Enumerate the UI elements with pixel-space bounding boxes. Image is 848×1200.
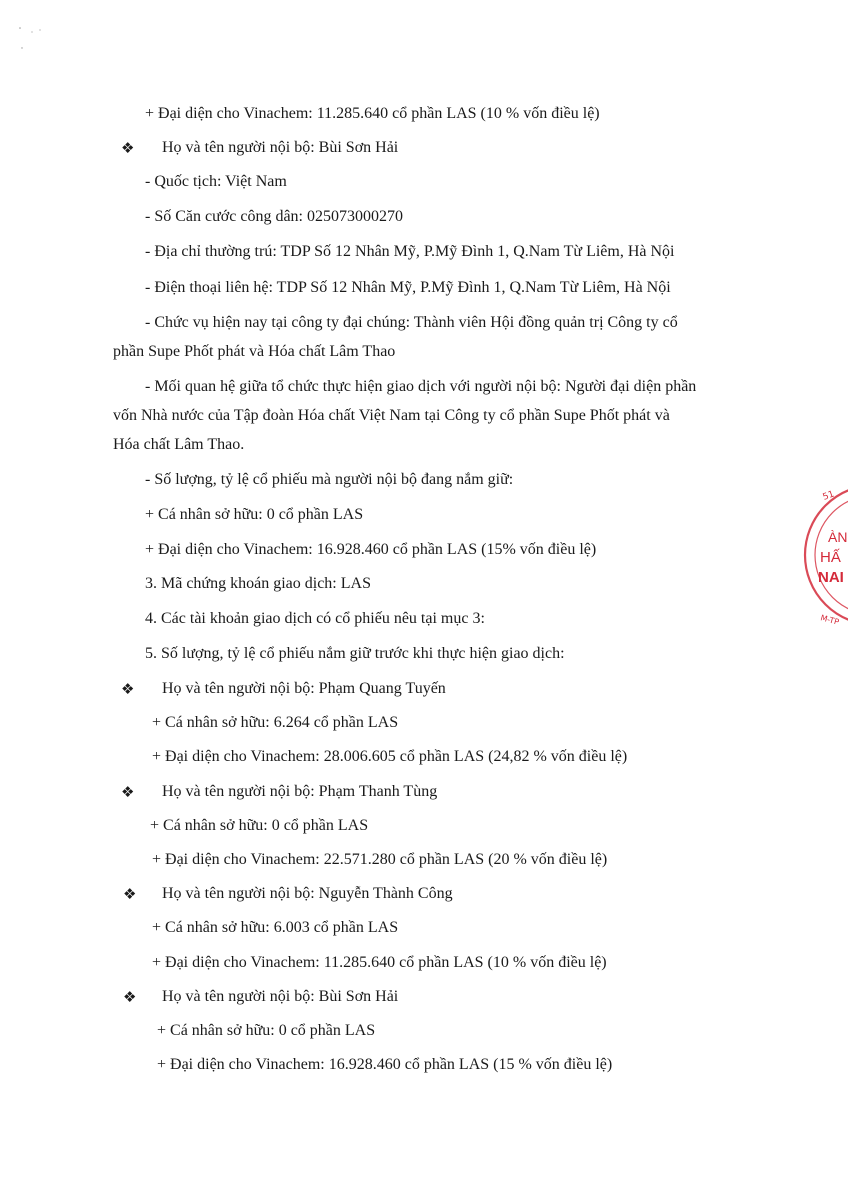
svg-text:51: 51	[821, 489, 836, 503]
individual-ownership: + Cá nhân sở hữu: 0 cổ phần LAS	[145, 506, 364, 523]
insider-name-heading: Họ và tên người nội bộ: Bùi Sơn Hải	[162, 139, 399, 156]
seal-graphic	[800, 470, 848, 640]
relationship-cont-2: Hóa chất Lâm Thao.	[113, 436, 245, 453]
nationality: - Quốc tịch: Việt Nam	[145, 173, 287, 190]
section-3-ticker: 3. Mã chứng khoán giao dịch: LAS	[145, 575, 371, 592]
section-5-holdings: 5. Số lượng, tỷ lệ cổ phiếu nắm giữ trước khi thực hiện giao dịch:	[145, 645, 565, 662]
scan-specks	[18, 18, 78, 63]
insider-name-heading: Họ và tên người nội bộ: Nguyễn Thành Công	[162, 885, 453, 902]
diamond-bullet-icon: ❖	[121, 680, 135, 698]
svg-text:ÀN: ÀN	[828, 529, 848, 545]
company-seal-stamp	[800, 470, 848, 640]
vinachem-representation: + Đại diện cho Vinachem: 11.285.640 cổ phần LAS (10 % vốn điều lệ)	[152, 954, 607, 971]
diamond-bullet-icon: ❖	[121, 139, 135, 157]
insider-name-heading: Họ và tên người nội bộ: Phạm Thanh Tùng	[162, 783, 438, 800]
vinachem-representation: + Đại diện cho Vinachem: 22.571.280 cổ phần LAS (20 % vốn điều lệ)	[152, 851, 608, 868]
individual-ownership: + Cá nhân sở hữu: 6.264 cổ phần LAS	[152, 714, 399, 731]
current-position: - Chức vụ hiện nay tại công ty đại chúng: Thành viên Hội đồng quản trị Công ty cổ	[145, 314, 678, 331]
diamond-bullet-icon: ❖	[123, 885, 137, 903]
text-line-1: + Đại diện cho Vinachem: 11.285.640 cổ phần LAS (10 % vốn điều lệ)	[145, 105, 600, 122]
section-4-accounts: 4. Các tài khoản giao dịch có cổ phiếu nêu tại mục 3:	[145, 610, 485, 627]
insider-name-heading: Họ và tên người nội bộ: Phạm Quang Tuyến	[162, 680, 446, 697]
vinachem-representation: + Đại diện cho Vinachem: 28.006.605 cổ phần LAS (24,82 % vốn điều lệ)	[152, 748, 628, 765]
relationship: - Mối quan hệ giữa tổ chức thực hiện giao dịch với người nội bộ: Người đại diện phần	[145, 378, 697, 395]
citizen-id: - Số Căn cước công dân: 025073000270	[145, 208, 403, 225]
insider-name-heading: Họ và tên người nội bộ: Bùi Sơn Hải	[162, 988, 399, 1005]
vinachem-representation: + Đại diện cho Vinachem: 16.928.460 cổ phần LAS (15 % vốn điều lệ)	[157, 1056, 613, 1073]
individual-ownership: + Cá nhân sở hữu: 0 cổ phần LAS	[150, 817, 369, 834]
scan-noise-graphic	[18, 18, 78, 58]
contact-phone: - Điện thoại liên hệ: TDP Số 12 Nhân Mỹ, P.Mỹ Đình 1, Q.Nam Từ Liêm, Hà Nội	[145, 279, 671, 296]
vinachem-representation: + Đại diện cho Vinachem: 16.928.460 cổ phần LAS (15% vốn điều lệ)	[145, 541, 597, 558]
diamond-bullet-icon: ❖	[121, 783, 135, 801]
relationship-cont-1: vốn Nhà nước của Tập đoàn Hóa chất Việt Nam tại Công ty cổ phần Supe Phốt phát và	[113, 407, 670, 424]
diamond-bullet-icon: ❖	[123, 988, 137, 1006]
svg-text:M-TP: M-TP	[819, 613, 840, 627]
permanent-address: - Địa chỉ thường trú: TDP Số 12 Nhân Mỹ, P.Mỹ Đình 1, Q.Nam Từ Liêm, Hà Nội	[145, 243, 675, 260]
individual-ownership: + Cá nhân sở hữu: 6.003 cổ phần LAS	[152, 919, 399, 936]
current-position-cont: phần Supe Phốt phát và Hóa chất Lâm Thao	[113, 343, 396, 360]
svg-text:NAI: NAI	[818, 569, 844, 586]
svg-text:HẤ: HẤ	[820, 549, 841, 566]
individual-ownership: + Cá nhân sở hữu: 0 cổ phần LAS	[157, 1022, 376, 1039]
shares-held-heading: - Số lượng, tỷ lệ cổ phiếu mà người nội bộ đang nắm giữ:	[145, 471, 514, 488]
